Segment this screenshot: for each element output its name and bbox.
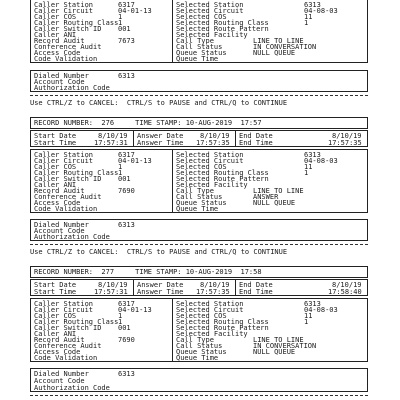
field-label: Access Code (34, 348, 81, 356)
field-label: Record Audit (34, 187, 85, 195)
field-label: Authorization Code (34, 384, 110, 392)
field-value: IN CONVERSATION (253, 342, 317, 350)
end-date-value: 8/10/19 (332, 132, 362, 140)
field-value: 1 (118, 318, 123, 326)
times-divider (133, 130, 134, 147)
times-divider (235, 279, 236, 296)
field-label: Access Code (34, 49, 81, 57)
field-label: Conference Audit (34, 193, 102, 201)
field-value: 6317 (118, 1, 135, 9)
separator-dashes (30, 395, 368, 396)
field-label: Account Code (34, 377, 85, 385)
field-label: Caller Switch ID (34, 175, 102, 183)
top-record-column-divider (172, 0, 173, 63)
field-value: 1 (304, 19, 309, 27)
field-label: Selected Routing Class (176, 318, 269, 326)
end-time-value: 17:58:40 (328, 288, 362, 296)
field-value: 1 (118, 312, 123, 320)
record-column-divider (172, 149, 173, 213)
field-value: LINE TO LINE (253, 336, 304, 344)
record-header-text: RECORD NUMBER: 276 TIME STAMP: 10-AUG-2019 17:57 (34, 119, 262, 127)
separator-dashes (30, 244, 368, 245)
field-value: 04-08-03 (304, 306, 338, 314)
field-label: Account Code (34, 227, 85, 235)
field-label: Queue Status (176, 49, 227, 57)
field-label: Selected Facility (176, 330, 248, 338)
start-date-label: Start Date (34, 281, 77, 289)
field-value: 04-08-03 (304, 7, 338, 15)
field-value: 04-01-13 (118, 306, 152, 314)
field-label: Caller Routing Class (34, 318, 119, 326)
field-value: 6317 (118, 151, 135, 159)
field-label: Caller COS (34, 13, 77, 21)
field-label: Caller Circuit (34, 7, 94, 15)
field-value: 6313 (304, 151, 321, 159)
end-time-label: End Time (239, 288, 273, 296)
field-label: Selected Routing Class (176, 169, 269, 177)
field-value: 7690 (118, 336, 135, 344)
field-value: 6313 (118, 72, 135, 80)
field-label: Caller COS (34, 163, 77, 171)
answer-date-value: 8/10/19 (200, 281, 230, 289)
field-value: 7673 (118, 37, 135, 45)
field-label: Dialed Number (34, 370, 89, 378)
field-label: Caller Switch ID (34, 25, 102, 33)
answer-date-label: Answer Date (137, 281, 184, 289)
times-divider (235, 130, 236, 147)
start-time-label: Start Time (34, 288, 77, 296)
field-value: 6313 (304, 300, 321, 308)
field-label: Selected Station (176, 1, 244, 9)
field-label: Selected Circuit (176, 306, 244, 314)
separator-dashes (30, 95, 368, 96)
field-label: Selected Route Pattern (176, 25, 269, 33)
field-label: Queue Status (176, 348, 227, 356)
field-value: 001 (118, 175, 131, 183)
start-date-value: 8/10/19 (98, 281, 128, 289)
field-label: Selected Station (176, 300, 244, 308)
start-time-value: 17:57:31 (94, 139, 128, 147)
field-label: Authorization Code (34, 84, 110, 92)
field-label: Queue Time (176, 205, 219, 213)
field-value: 6317 (118, 300, 135, 308)
field-label: Dialed Number (34, 221, 89, 229)
field-label: Call Status (176, 43, 223, 51)
end-time-label: End Time (239, 139, 273, 147)
field-label: Selected COS (176, 312, 227, 320)
field-label: Record Audit (34, 37, 85, 45)
field-label: Call Type (176, 336, 214, 344)
field-label: Conference Audit (34, 342, 102, 350)
field-label: Selected Route Pattern (176, 175, 269, 183)
field-value: 11 (304, 13, 313, 21)
field-label: Caller Routing Class (34, 19, 119, 27)
field-label: Caller ANI (34, 330, 77, 338)
start-date-value: 8/10/19 (98, 132, 128, 140)
field-value: 1 (118, 163, 123, 171)
field-label: Call Status (176, 342, 223, 350)
field-value: LINE TO LINE (253, 187, 304, 195)
field-value: 11 (304, 163, 313, 171)
field-value: 001 (118, 324, 131, 332)
answer-date-value: 8/10/19 (200, 132, 230, 140)
field-value: 04-01-13 (118, 7, 152, 15)
field-value: 11 (304, 312, 313, 320)
field-label: Access Code (34, 199, 81, 207)
field-value: 1 (118, 13, 123, 21)
answer-date-label: Answer Date (137, 132, 184, 140)
times-divider (133, 279, 134, 296)
answer-time-value: 17:57:35 (196, 139, 230, 147)
field-label: Account Code (34, 78, 85, 86)
field-label: Caller Circuit (34, 306, 94, 314)
field-label: Code Validation (34, 354, 98, 362)
field-label: Code Validation (34, 55, 98, 63)
field-value: 1 (304, 169, 309, 177)
end-date-value: 8/10/19 (332, 281, 362, 289)
field-value: NULL QUEUE (253, 49, 296, 57)
field-label: Queue Status (176, 199, 227, 207)
field-value: IN CONVERSATION (253, 43, 317, 51)
field-value: 7690 (118, 187, 135, 195)
field-label: Selected COS (176, 13, 227, 21)
field-value: 6313 (304, 1, 321, 9)
field-value: LINE TO LINE (253, 37, 304, 45)
field-label: Caller COS (34, 312, 77, 320)
end-time-value: 17:57:35 (328, 139, 362, 147)
field-value: 1 (304, 318, 309, 326)
field-value: 04-01-13 (118, 157, 152, 165)
field-label: Queue Time (176, 55, 219, 63)
field-label: Caller ANI (34, 31, 77, 39)
field-value: 04-08-03 (304, 157, 338, 165)
field-label: Queue Time (176, 354, 219, 362)
field-label: Conference Audit (34, 43, 102, 51)
start-time-label: Start Time (34, 139, 77, 147)
field-value: 6313 (118, 221, 135, 229)
field-label: Call Type (176, 187, 214, 195)
record-column-divider (172, 298, 173, 362)
field-label: Call Type (176, 37, 214, 45)
record-header-text: RECORD NUMBER: 277 TIME STAMP: 10-AUG-2019 17:58 (34, 268, 262, 276)
field-value: 1 (118, 19, 123, 27)
field-label: Selected Routing Class (176, 19, 269, 27)
field-label: Caller Routing Class (34, 169, 119, 177)
field-label: Selected Station (176, 151, 244, 159)
field-label: Call Status (176, 193, 223, 201)
field-value: 1 (118, 169, 123, 177)
field-label: Dialed Number (34, 72, 89, 80)
answer-time-label: Answer Time (137, 288, 184, 296)
field-label: Caller Station (34, 151, 94, 159)
start-date-label: Start Date (34, 132, 77, 140)
field-label: Caller ANI (34, 181, 77, 189)
keyboard-prompt: Use CTRL/Z to CANCEL: CTRL/S to PAUSE and CTRL/Q to CONTINUE (30, 99, 288, 107)
answer-time-value: 17:57:35 (196, 288, 230, 296)
field-label: Selected Circuit (176, 157, 244, 165)
answer-time-label: Answer Time (137, 139, 184, 147)
field-label: Selected Circuit (176, 7, 244, 15)
field-label: Caller Station (34, 1, 94, 9)
end-date-label: End Date (239, 132, 273, 140)
start-time-value: 17:57:31 (94, 288, 128, 296)
end-date-label: End Date (239, 281, 273, 289)
field-label: Caller Station (34, 300, 94, 308)
field-label: Selected COS (176, 163, 227, 171)
field-label: Caller Switch ID (34, 324, 102, 332)
field-value: NULL QUEUE (253, 199, 296, 207)
field-label: Selected Facility (176, 31, 248, 39)
field-label: Record Audit (34, 336, 85, 344)
field-value: ANSWER (253, 193, 279, 201)
field-label: Code Validation (34, 205, 98, 213)
field-value: 001 (118, 25, 131, 33)
field-label: Selected Facility (176, 181, 248, 189)
field-value: 6313 (118, 370, 135, 378)
field-label: Selected Route Pattern (176, 324, 269, 332)
field-value: NULL QUEUE (253, 348, 296, 356)
field-label: Caller Circuit (34, 157, 94, 165)
keyboard-prompt: Use CTRL/Z to CANCEL: CTRL/S to PAUSE and CTRL/Q to CONTINUE (30, 248, 288, 256)
field-label: Authorization Code (34, 233, 110, 241)
